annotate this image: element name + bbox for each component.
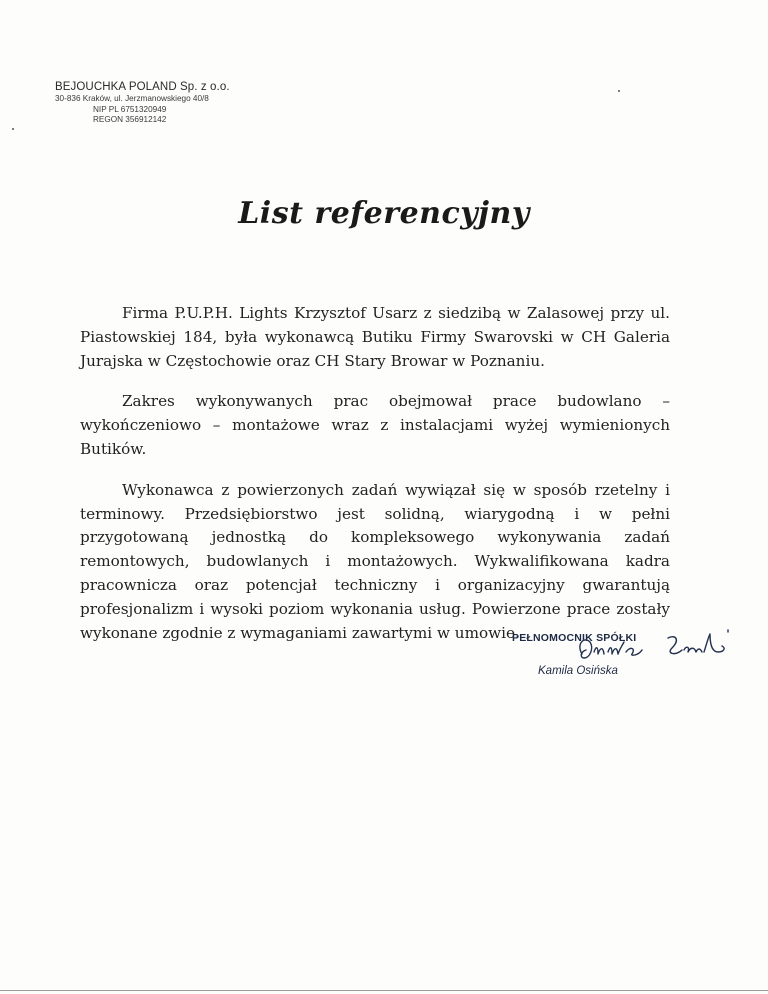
company-nip: NIP PL 6751320949: [93, 104, 167, 114]
letter-body: [80, 302, 670, 662]
paragraph-3: Wykonawca z powierzonych zadań wywiązał się w sposób rzetelny i terminowy. Przedsiębiorstwo jest solidną, wiarygodną i w pełni przygotowaną jednostką do kompleksowego wykonywania zadań remontowych, budowlanych i montażowych. Wykwalifikowana kadra pracownicza oraz potencjał techniczny i organizacyjny gwarantują profesjonalizm i wysoki poziom wykonania usług. Powierzone prace zostały wykonane zgodnie z wymaganiami zawartymi w umowie.: [80, 480, 670, 642]
company-regon: REGON 356912142: [93, 115, 167, 124]
company-address: 30-836 Kraków, ul. Jerzmanowskiego 40/8: [55, 94, 209, 103]
signature-block: [490, 622, 730, 682]
signatory-role: PEŁNOMOCNIK SPÓŁKI: [512, 632, 637, 644]
signatory-name: Kamila Osińska: [538, 665, 618, 677]
scan-edge-line: [0, 990, 768, 991]
company-name: BEJOUCHKA POLAND Sp. z o.o.: [55, 81, 230, 93]
scan-speck: [618, 90, 620, 92]
document-title: List referencyjny: [238, 196, 530, 231]
paragraph-2: Zakres wykonywanych prac obejmował prace budowlano – wykończeniowo – montażowe wraz z instalacjami wyżej wymienionych Butików.: [80, 392, 670, 458]
scan-speck: [12, 128, 14, 130]
letterhead: [55, 80, 230, 126]
paragraph-1: Firma P.U.P.H. Lights Krzysztof Usarz z siedzibą w Zalasowej przy ul. Piastowskiej 184, była wykonawcą Butiku Firmy Swarovski w CH Galeria Jurajska w Częstochowie oraz CH Stary Browar w Poznaniu.: [80, 304, 670, 370]
